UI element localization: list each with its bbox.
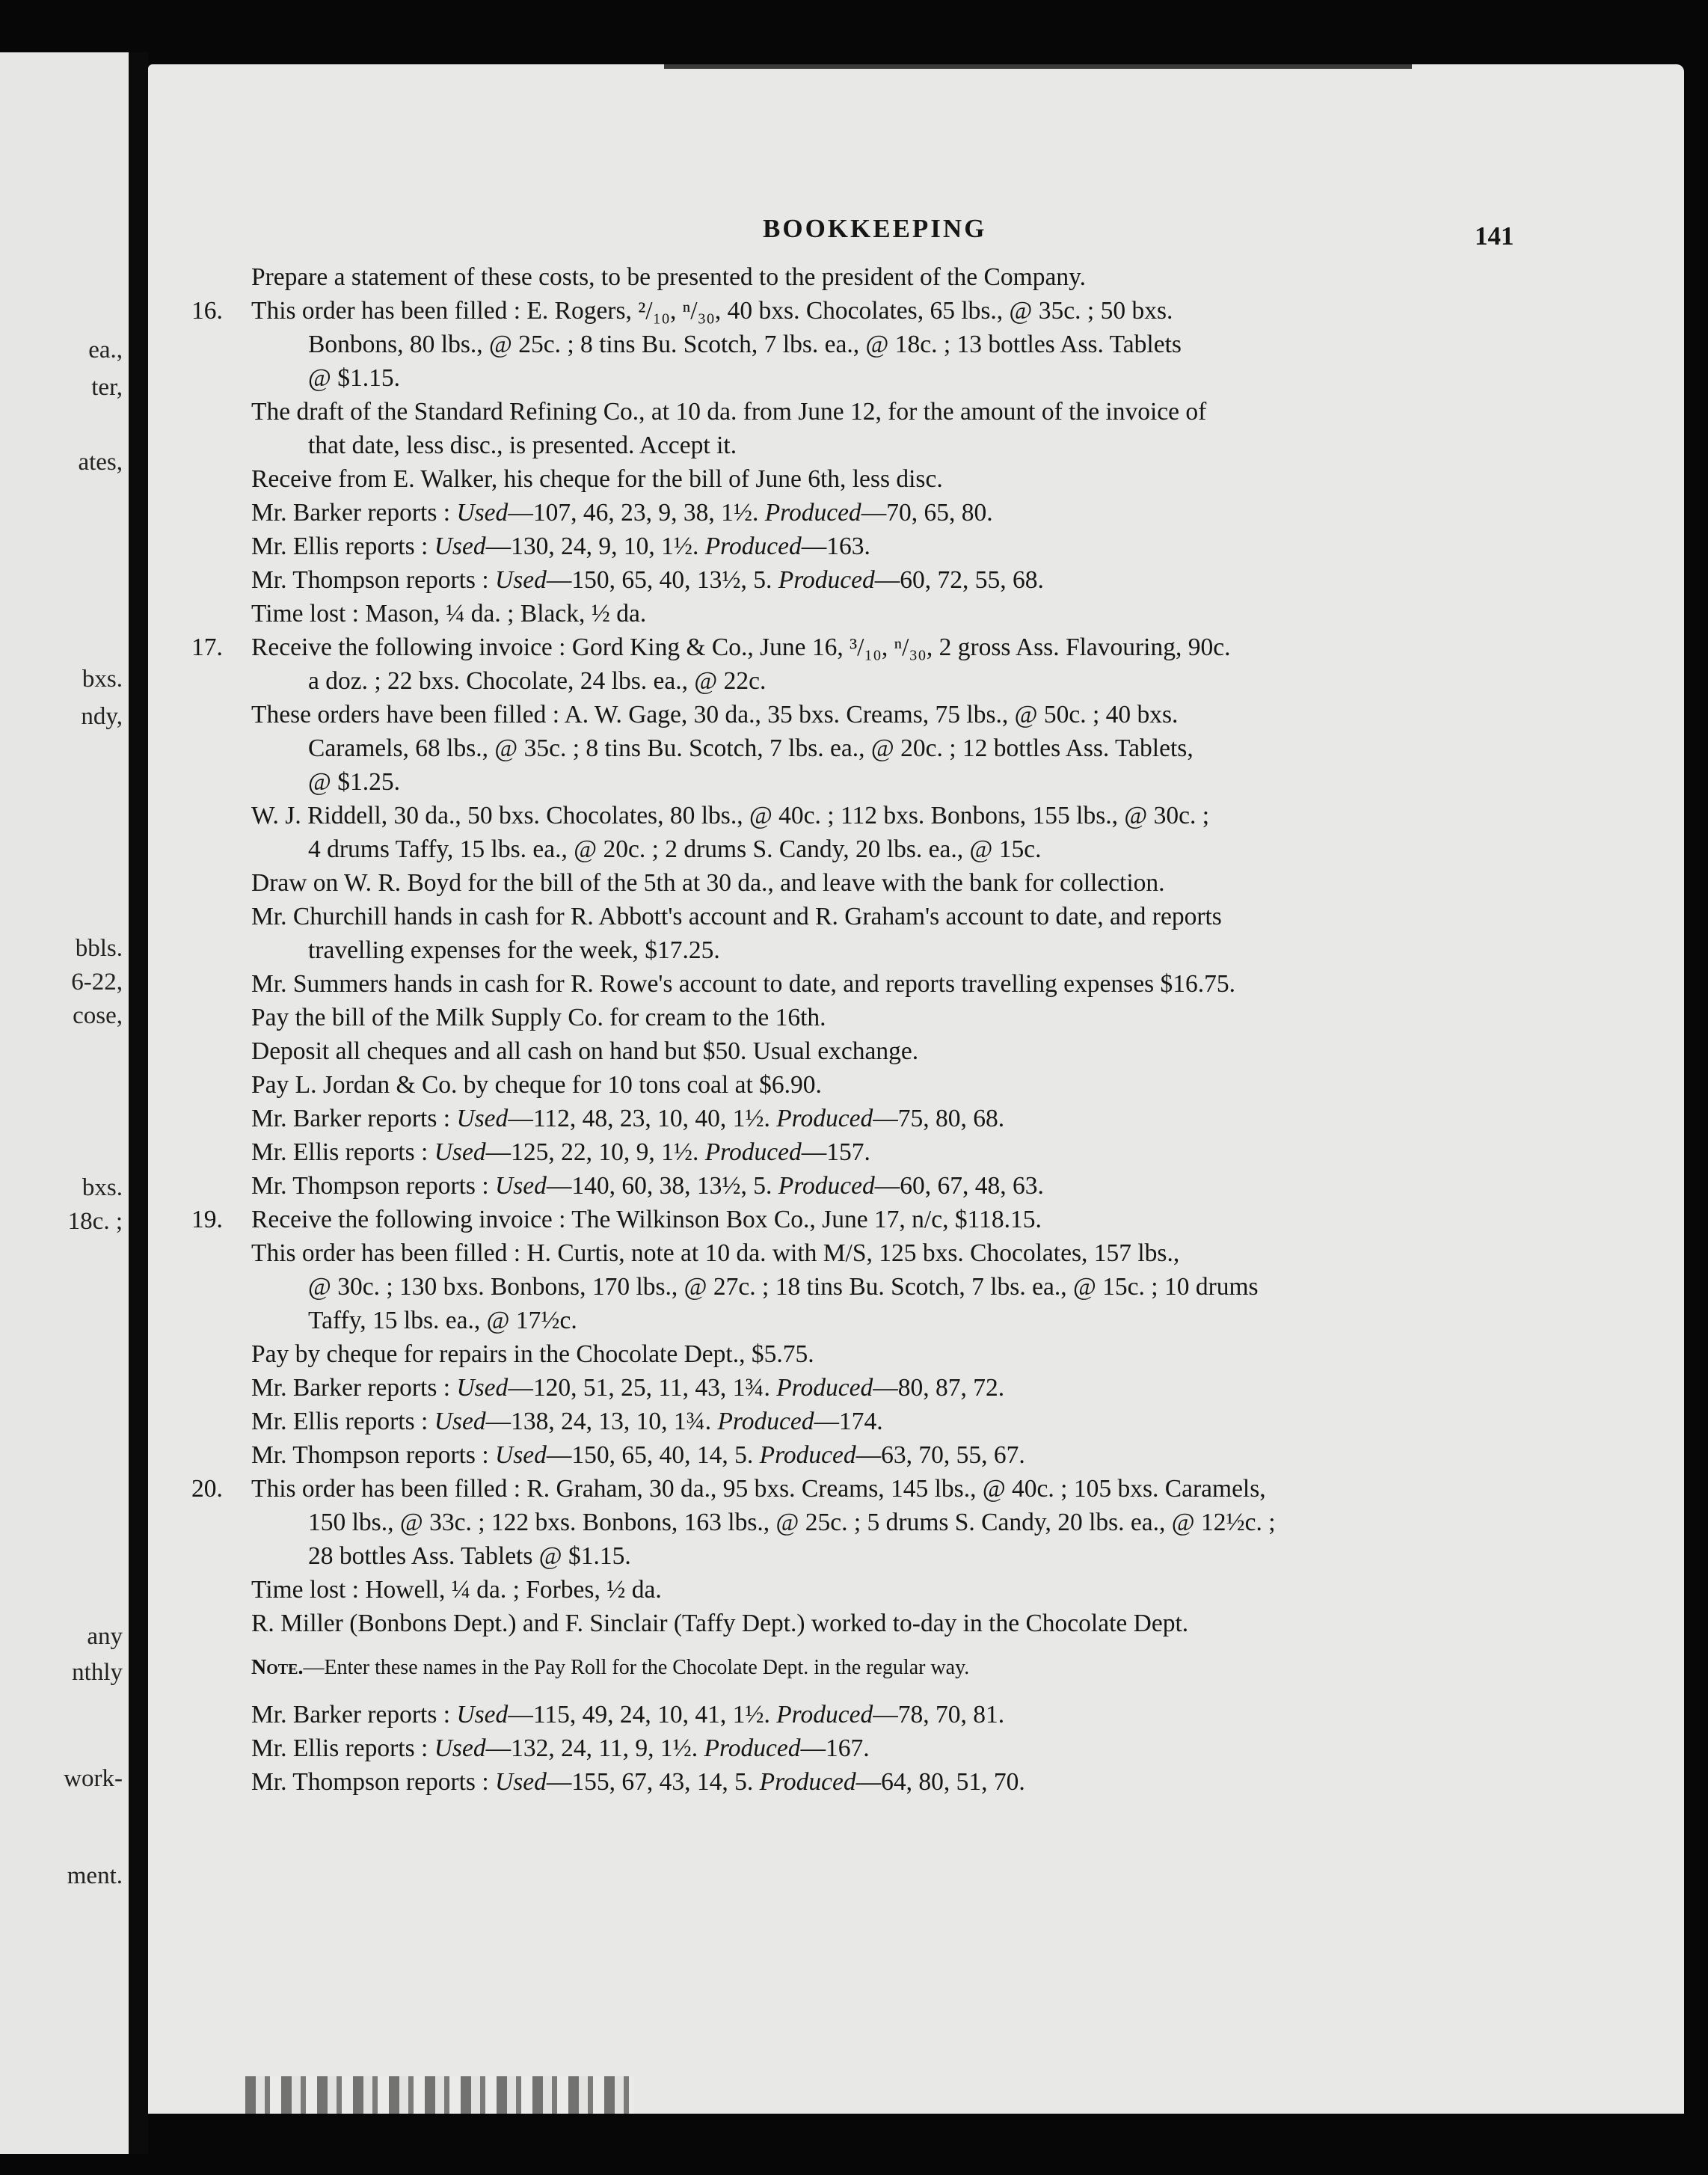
text-line [251,933,1657,967]
text-line [251,1731,1657,1765]
text-line [251,1506,1657,1539]
text-line [251,799,1657,832]
line-text: This order has been filled : R. Graham, 30 da., 95 bxs. Creams, 145 lbs., @ 40c. ; 105 bxs. Caramels, [251,1475,1266,1503]
line-text: 28 bottles Ass. Tablets @ $1.15. [308,1542,631,1570]
line-text: These orders have been filled : A. W. Gage, 30 da., 35 bxs. Creams, 75 lbs., @ 50c. ; 40 bxs. [251,701,1179,728]
line-text: Prepare a statement of these costs, to be presented to the president of the Company. [251,263,1087,291]
left-page-fragment: nthly [72,1659,123,1686]
line-text: Pay the bill of the Milk Supply Co. for cream to the 16th. [251,1004,826,1031]
text-line [251,1337,1657,1371]
text-line [251,1068,1657,1102]
line-text: that date, less disc., is presented. Accept it. [308,432,737,459]
line-text: Deposit all cheques and all cash on hand but $50. Usual exchange. [251,1037,919,1065]
text-line [251,429,1657,462]
page-header [148,214,1684,259]
text-line [251,1169,1657,1203]
text-line [191,631,1657,664]
text-line [251,1405,1657,1438]
line-text: Pay L. Jordan & Co. by cheque for 10 tons coal at $6.90. [251,1071,822,1099]
text-line [251,530,1657,563]
line-text: This order has been filled : H. Curtis, note at 10 da. with M/S, 125 bxs. Chocolates, 157 lbs., [251,1239,1180,1267]
line-text: Mr. Thompson reports : Used—150, 65, 40, 13½, 5. Produced—60, 72, 55, 68. [251,566,1044,594]
line-text: 4 drums Taffy, 15 lbs. ea., @ 20c. ; 2 drums S. Candy, 20 lbs. ea., @ 15c. [308,835,1042,863]
line-text: Mr. Ellis reports : Used—130, 24, 9, 10, 1½. Produced—163. [251,533,870,560]
line-text: W. J. Riddell, 30 da., 50 bxs. Chocolates, 80 lbs., @ 40c. ; 112 bxs. Bonbons, 155 lbs., @ 30c. ; [251,802,1210,829]
text-line [251,1371,1657,1405]
left-page-fragment: work- [64,1765,123,1792]
text-line [251,731,1657,765]
line-text: Receive the following invoice : The Wilkinson Box Co., June 17, n/c, $118.15. [251,1206,1042,1233]
text-line [251,1765,1657,1799]
top-rule [664,64,1412,69]
text-line [191,1472,1657,1506]
left-page-fragment: any [87,1623,123,1650]
text-line [251,1607,1657,1640]
line-text: Mr. Summers hands in cash for R. Rowe's account to date, and reports travelling expenses $16.75. [251,970,1235,998]
text-line [251,563,1657,597]
book-spine [129,52,148,2154]
line-text: Bonbons, 80 lbs., @ 25c. ; 8 tins Bu. Scotch, 7 lbs. ea., @ 18c. ; 13 bottles Ass. Tablets [308,331,1182,358]
line-text: Mr. Ellis reports : Used—138, 24, 13, 10, 1¾. Produced—174. [251,1408,883,1435]
left-page-fragment: ment. [67,1862,123,1889]
line-text: Pay by cheque for repairs in the Chocolate Dept., $5.75. [251,1340,814,1368]
line-text: travelling expenses for the week, $17.25. [308,936,720,964]
day-number: 20. [191,1475,223,1503]
text-line [251,698,1657,731]
line-text: Caramels, 68 lbs., @ 35c. ; 8 tins Bu. Scotch, 7 lbs. ea., @ 20c. ; 12 bottles Ass. Tablets, [308,734,1194,762]
text-line [251,361,1657,395]
line-text: Draw on W. R. Boyd for the bill of the 5th at 30 da., and leave with the bank for collection. [251,869,1165,897]
line-text: Time lost : Mason, ¼ da. ; Black, ½ da. [251,600,647,628]
line-text: The draft of the Standard Refining Co., at 10 da. from June 12, for the amount of the invoice of [251,398,1207,426]
line-text: @ $1.25. [308,768,400,796]
text-line [251,664,1657,698]
text-line [251,1102,1657,1135]
line-text: Mr. Barker reports : Used—107, 46, 23, 9, 38, 1½. Produced—70, 65, 80. [251,499,993,527]
page-body [191,260,1657,1799]
page-title: BOOKKEEPING [763,214,987,243]
line-text: R. Miller (Bonbons Dept.) and F. Sinclair (Taffy Dept.) worked to-day in the Chocolate Dept. [251,1610,1189,1637]
book-page [148,64,1684,2114]
left-page-fragment: ates, [78,449,123,476]
text-line [251,832,1657,866]
text-line [251,597,1657,631]
line-text: Mr. Churchill hands in cash for R. Abbott's account and R. Graham's account to date, and reports [251,903,1222,930]
line-text: Mr. Barker reports : Used—115, 49, 24, 10, 41, 1½. Produced—78, 70, 81. [251,1701,1005,1728]
day-number: 17. [191,634,223,661]
text-line [251,260,1657,294]
text-line [251,1236,1657,1270]
line-text: Mr. Ellis reports : Used—125, 22, 10, 9, 1½. Produced—157. [251,1138,870,1166]
line-text: a doz. ; 22 bxs. Chocolate, 24 lbs. ea., @ 22c. [308,667,767,695]
text-line [251,328,1657,361]
text-line [191,294,1657,328]
note-label: Note. [251,1656,304,1679]
left-page-fragment: ter, [91,374,123,401]
left-page-fragment: bbls. [75,935,123,962]
left-page-fragment: ea., [88,337,123,363]
text-line [251,967,1657,1001]
text-line [251,1001,1657,1034]
text-line [251,1698,1657,1731]
line-text: Receive the following invoice : Gord King & Co., June 16, ³/₁₀, ⁿ/₃₀, 2 gross Ass. Flavouring, 90c. [251,634,1231,661]
note-text: —Enter these names in the Pay Roll for the Chocolate Dept. in the regular way. [303,1656,970,1679]
text-line [251,1539,1657,1573]
torn-edge [245,2076,634,2114]
text-line [251,765,1657,799]
line-text: @ 30c. ; 130 bxs. Bonbons, 170 lbs., @ 27c. ; 18 tins Bu. Scotch, 7 lbs. ea., @ 15c. ; 10 drums [308,1273,1259,1301]
left-page-fragment: 6-22, [71,969,123,996]
text-line [251,866,1657,900]
text-line [251,1034,1657,1068]
text-line [251,1438,1657,1472]
left-page-fragment: cose, [73,1002,123,1029]
line-text: Mr. Barker reports : Used—120, 51, 25, 11, 43, 1¾. Produced—80, 87, 72. [251,1374,1005,1402]
line-text: @ $1.15. [308,364,400,392]
text-line [251,1573,1657,1607]
line-text: Mr. Thompson reports : Used—155, 67, 43, 14, 5. Produced—64, 80, 51, 70. [251,1768,1025,1796]
line-text: Time lost : Howell, ¼ da. ; Forbes, ½ da. [251,1576,662,1604]
line-text: Receive from E. Walker, his cheque for the bill of June 6th, less disc. [251,465,943,493]
note [251,1651,1657,1684]
text-line [251,1270,1657,1304]
line-text: Mr. Ellis reports : Used—132, 24, 11, 9, 1½. Produced—167. [251,1734,870,1762]
left-page-fragment: 18c. ; [67,1208,123,1235]
text-line [251,1304,1657,1337]
line-text: Mr. Thompson reports : Used—150, 65, 40, 14, 5. Produced—63, 70, 55, 67. [251,1441,1025,1469]
line-text: Taffy, 15 lbs. ea., @ 17½c. [308,1307,577,1334]
left-page-fragment: bxs. [82,1174,123,1201]
page-number: 141 [1475,221,1514,251]
left-page-fragment: bxs. [82,666,123,693]
line-text: This order has been filled : E. Rogers, ²/₁₀, ⁿ/₃₀, 40 bxs. Chocolates, 65 lbs., @ 35c. ; 50 bxs. [251,297,1173,325]
text-line [251,496,1657,530]
text-line [251,395,1657,429]
left-page-fragment: ndy, [81,703,123,730]
day-number: 19. [191,1206,223,1233]
text-line [251,1135,1657,1169]
text-line [191,1203,1657,1236]
day-number: 16. [191,297,223,325]
text-line [251,462,1657,496]
line-text: 150 lbs., @ 33c. ; 122 bxs. Bonbons, 163 lbs., @ 25c. ; 5 drums S. Candy, 20 lbs. ea., @ 12½c. ; [308,1509,1276,1536]
text-line [251,900,1657,933]
line-text: Mr. Thompson reports : Used—140, 60, 38, 13½, 5. Produced—60, 67, 48, 63. [251,1172,1044,1200]
line-text: Mr. Barker reports : Used—112, 48, 23, 10, 40, 1½. Produced—75, 80, 68. [251,1105,1005,1132]
left-page-edge [0,52,131,2154]
